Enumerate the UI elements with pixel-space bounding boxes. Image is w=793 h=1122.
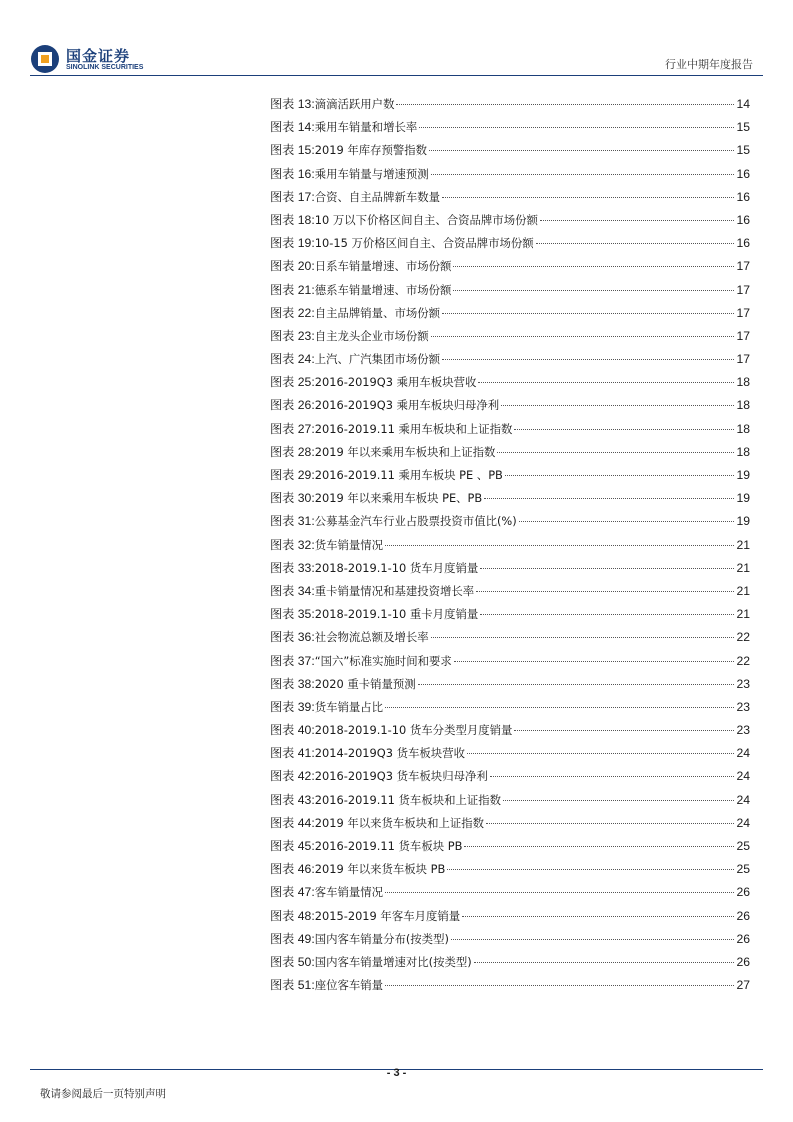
toc-entry[interactable] xyxy=(270,907,750,930)
toc-entry-label: 图表 35: xyxy=(270,607,315,622)
toc-entry-title: 国内客车销量分布(按类型) xyxy=(314,931,449,946)
toc-entry[interactable] xyxy=(270,512,750,535)
toc-entry-page: 23 xyxy=(736,676,750,691)
toc-entry-label: 图表 22: xyxy=(270,305,315,320)
toc-entry[interactable] xyxy=(270,141,750,164)
toc-dot-leader xyxy=(385,985,734,986)
toc-entry-page: 25 xyxy=(736,839,750,853)
toc-entry-title: 乘用车销量与增速预测 xyxy=(314,166,429,181)
toc-entry-page: 18 xyxy=(736,398,750,413)
toc-entry-page: 17 xyxy=(736,259,750,274)
toc-entry[interactable] xyxy=(270,95,750,118)
toc-dot-leader xyxy=(442,197,734,198)
toc-entry[interactable] xyxy=(270,536,750,559)
toc-entry-title: 自主龙头企业市场份额 xyxy=(314,328,429,343)
toc-entry-page: 21 xyxy=(736,583,750,598)
toc-dot-leader xyxy=(505,475,735,476)
toc-entry-title: 社会物流总额及增长率 xyxy=(314,630,429,645)
toc-entry-title: 国内客车销量增速对比(按类型) xyxy=(314,954,472,969)
toc-entry-title: 德系车销量增速、市场份额 xyxy=(314,282,452,297)
toc-entry-page: 22 xyxy=(736,653,750,668)
report-type: 行业中期年度报告 xyxy=(665,58,753,71)
toc-entry-label: 图表 44: xyxy=(270,815,315,830)
toc-entry-label: 图表 29: xyxy=(270,468,315,482)
toc-entry-page: 15 xyxy=(736,143,750,158)
toc-entry-page: 26 xyxy=(736,954,750,969)
toc-entry-label: 图表 42: xyxy=(270,769,315,784)
toc-entry-label: 图表 50: xyxy=(270,954,315,969)
toc-entry-title: 公募基金汽车行业占股票投资市值比(%) xyxy=(314,514,517,529)
toc-entry-title: 2016-2019Q3 乘用车板块归母净利 xyxy=(314,398,500,413)
toc-dot-leader xyxy=(431,637,735,638)
toc-entry-title: “国六”标准实施时间和要求 xyxy=(314,653,452,668)
toc-entry-label: 图表 13: xyxy=(270,97,315,111)
toc-entry-label: 图表 47: xyxy=(270,885,315,900)
toc-entry-label: 图表 32: xyxy=(270,537,315,552)
toc-dot-leader xyxy=(453,266,734,267)
toc-entry-label: 图表 21: xyxy=(270,282,315,297)
toc-entry-label: 图表 48: xyxy=(270,908,315,923)
toc-dot-leader xyxy=(385,545,734,546)
toc-entry-label: 图表 27: xyxy=(270,421,315,436)
toc-entry-title: 2019 年以来货车板块 PB xyxy=(314,862,446,877)
toc-entry[interactable] xyxy=(270,350,750,373)
toc-dot-leader xyxy=(503,800,734,801)
toc-entry-label: 图表 34: xyxy=(270,583,315,598)
toc-entry-page: 17 xyxy=(736,305,750,320)
toc-entry-title: 2016-2019.11 货车板块和上证指数 xyxy=(314,792,502,807)
toc-dot-leader xyxy=(419,127,734,128)
toc-entry-title: 2016-2019.11 乘用车板块 PE 、PB xyxy=(314,468,503,482)
toc-dot-leader xyxy=(476,591,734,592)
toc-entry-page: 24 xyxy=(736,769,750,784)
toc-entry-title: 2016-2019Q3 货车板块归母净利 xyxy=(314,769,488,784)
toc-entry-label: 图表 30: xyxy=(270,491,315,506)
toc-entry-page: 26 xyxy=(736,931,750,946)
toc-dot-leader xyxy=(431,336,735,337)
toc-entry-page: 16 xyxy=(736,166,750,181)
toc-entry-page: 24 xyxy=(736,815,750,830)
toc-entry-page: 26 xyxy=(736,885,750,900)
toc-entry[interactable] xyxy=(270,976,750,999)
toc-entry[interactable] xyxy=(270,814,750,837)
toc-dot-leader xyxy=(519,521,735,522)
toc-entry-title: 10 万以下价格区间自主、合资品牌市场份额 xyxy=(314,212,538,227)
toc-entry[interactable] xyxy=(270,118,750,141)
toc-entry[interactable] xyxy=(270,466,750,489)
toc-entry[interactable] xyxy=(270,953,750,976)
toc-entry-page: 17 xyxy=(736,328,750,343)
toc-dot-leader xyxy=(484,498,734,499)
toc-dot-leader xyxy=(486,823,734,824)
toc-dot-leader xyxy=(429,150,734,151)
toc-dot-leader xyxy=(480,568,734,569)
toc-dot-leader xyxy=(490,776,735,777)
toc-entry-label: 图表 41: xyxy=(270,746,315,761)
toc-entry[interactable] xyxy=(270,559,750,582)
toc-entry-title: 2016-2019.11 货车板块 PB xyxy=(314,839,463,853)
toc-entry-title: 货车销量情况 xyxy=(314,537,384,552)
toc-entry[interactable] xyxy=(270,443,750,466)
toc-dot-leader xyxy=(442,313,734,314)
toc-entry-page: 18 xyxy=(736,444,750,459)
toc-dot-leader xyxy=(385,892,734,893)
toc-entry-label: 图表 31: xyxy=(270,514,315,529)
toc-entry-page: 26 xyxy=(736,908,750,923)
toc-entry-page: 19 xyxy=(736,468,750,482)
toc-dot-leader xyxy=(467,753,734,754)
toc-entry-label: 图表 14: xyxy=(270,120,315,135)
toc-entry[interactable] xyxy=(270,304,750,327)
toc-entry-label: 图表 38: xyxy=(270,676,315,691)
toc-entry-label: 图表 43: xyxy=(270,792,315,807)
toc-entry[interactable] xyxy=(270,582,750,605)
toc-entry-page: 17 xyxy=(736,282,750,297)
toc-entry-page: 19 xyxy=(736,514,750,529)
toc-entry-label: 图表 46: xyxy=(270,862,315,877)
toc-entry-page: 21 xyxy=(736,560,750,575)
toc-entry[interactable] xyxy=(270,257,750,280)
toc-entry-page: 25 xyxy=(736,862,750,877)
toc-dot-leader xyxy=(431,174,735,175)
toc-entry-title: 合资、自主品牌新车数量 xyxy=(314,189,441,204)
toc-entry-label: 图表 51: xyxy=(270,978,315,993)
toc-entry-title: 乘用车销量和增长率 xyxy=(314,120,418,135)
toc-entry-label: 图表 45: xyxy=(270,839,315,853)
toc-entry-page: 21 xyxy=(736,607,750,622)
toc-dot-leader xyxy=(462,916,734,917)
figure-index xyxy=(270,95,750,999)
sinolink-logo-icon xyxy=(30,44,60,74)
toc-entry-page: 27 xyxy=(736,978,750,993)
toc-entry-title: 2014-2019Q3 货车板块营收 xyxy=(314,746,465,761)
toc-entry-title: 2016-2019Q3 乘用车板块营收 xyxy=(314,375,477,390)
toc-entry[interactable] xyxy=(270,188,750,211)
toc-entry-title: 2019 年以来乘用车板块和上证指数 xyxy=(314,444,496,459)
toc-entry-title: 2018-2019.1-10 货车月度销量 xyxy=(314,560,479,575)
toc-entry-title: 10-15 万价格区间自主、合资品牌市场份额 xyxy=(314,236,534,251)
toc-entry-title: 重卡销量情况和基建投资增长率 xyxy=(314,583,475,598)
toc-entry-title: 客车销量情况 xyxy=(314,885,384,900)
toc-entry-label: 图表 28: xyxy=(270,444,315,459)
toc-entry-title: 自主品牌销量、市场份额 xyxy=(314,305,441,320)
toc-entry-label: 图表 16: xyxy=(270,166,315,181)
toc-entry[interactable] xyxy=(270,628,750,651)
toc-entry-label: 图表 36: xyxy=(270,630,315,645)
toc-entry-label: 图表 24: xyxy=(270,352,315,367)
toc-entry-title: 2015-2019 年客车月度销量 xyxy=(314,908,461,923)
toc-entry-label: 图表 15: xyxy=(270,143,315,158)
toc-entry-label: 图表 18: xyxy=(270,212,315,227)
toc-dot-leader xyxy=(497,452,734,453)
toc-entry-page: 21 xyxy=(736,537,750,552)
toc-entry-label: 图表 40: xyxy=(270,723,315,738)
toc-dot-leader xyxy=(454,661,735,662)
toc-dot-leader xyxy=(385,707,734,708)
toc-entry-label: 图表 39: xyxy=(270,699,315,714)
toc-entry-page: 18 xyxy=(736,375,750,390)
toc-entry-label: 图表 49: xyxy=(270,931,315,946)
toc-entry-page: 17 xyxy=(736,352,750,367)
toc-entry-page: 23 xyxy=(736,723,750,738)
toc-dot-leader xyxy=(480,614,734,615)
toc-entry-title: 2019 年库存预警指数 xyxy=(314,143,428,158)
toc-dot-leader xyxy=(418,684,735,685)
toc-dot-leader xyxy=(540,220,735,221)
toc-dot-leader xyxy=(514,429,734,430)
toc-entry-label: 图表 25: xyxy=(270,375,315,390)
toc-entry-page: 15 xyxy=(736,120,750,135)
toc-entry-title: 座位客车销量 xyxy=(314,978,384,993)
toc-dot-leader xyxy=(478,382,734,383)
toc-entry-page: 14 xyxy=(736,97,750,111)
company-logo xyxy=(30,44,160,76)
toc-entry[interactable] xyxy=(270,327,750,350)
toc-dot-leader xyxy=(501,405,734,406)
toc-entry-label: 图表 33: xyxy=(270,560,315,575)
toc-entry[interactable] xyxy=(270,396,750,419)
toc-entry-page: 16 xyxy=(736,212,750,227)
toc-entry-title: 日系车销量增速、市场份额 xyxy=(314,259,452,274)
toc-entry-title: 滴滴活跃用户数 xyxy=(314,97,395,111)
toc-entry[interactable] xyxy=(270,837,750,860)
toc-entry[interactable] xyxy=(270,489,750,512)
toc-entry-title: 货车销量占比 xyxy=(314,699,384,714)
toc-dot-leader xyxy=(474,962,735,963)
toc-entry-page: 23 xyxy=(736,699,750,714)
toc-entry-label: 图表 19: xyxy=(270,236,315,251)
toc-entry[interactable] xyxy=(270,883,750,906)
toc-entry[interactable] xyxy=(270,767,750,790)
toc-dot-leader xyxy=(442,359,734,360)
toc-entry[interactable] xyxy=(270,605,750,628)
disclaimer: 敬请参阅最后一页特别声明 xyxy=(40,1088,166,1100)
toc-entry[interactable] xyxy=(270,930,750,953)
toc-entry[interactable] xyxy=(270,234,750,257)
toc-entry-page: 19 xyxy=(736,491,750,506)
toc-entry-title: 上汽、广汽集团市场份额 xyxy=(314,352,441,367)
toc-entry[interactable] xyxy=(270,721,750,744)
toc-entry[interactable] xyxy=(270,420,750,443)
toc-entry[interactable] xyxy=(270,281,750,304)
toc-dot-leader xyxy=(396,104,734,105)
logo-en-text: SINOLINK SECURITIES xyxy=(66,64,144,71)
toc-entry[interactable] xyxy=(270,652,750,675)
toc-entry-title: 2020 重卡销量预测 xyxy=(314,676,416,691)
page-number: - 3 - xyxy=(386,1067,407,1079)
toc-entry-page: 16 xyxy=(736,236,750,251)
toc-entry-title: 2018-2019.1-10 重卡月度销量 xyxy=(314,607,479,622)
toc-entry[interactable] xyxy=(270,860,750,883)
toc-entry[interactable] xyxy=(270,698,750,721)
toc-entry-label: 图表 23: xyxy=(270,328,315,343)
toc-dot-leader xyxy=(536,243,735,244)
toc-entry-title: 2019 年以来货车板块和上证指数 xyxy=(314,815,485,830)
toc-entry-page: 22 xyxy=(736,630,750,645)
toc-entry-page: 24 xyxy=(736,746,750,761)
toc-entry[interactable] xyxy=(270,211,750,234)
header-divider xyxy=(30,75,763,76)
toc-dot-leader xyxy=(464,846,734,847)
toc-entry[interactable] xyxy=(270,165,750,188)
toc-dot-leader xyxy=(453,290,734,291)
toc-entry-title: 2019 年以来乘用车板块 PE、PB xyxy=(314,491,483,506)
toc-entry-title: 2016-2019.11 乘用车板块和上证指数 xyxy=(314,421,513,436)
toc-entry-label: 图表 20: xyxy=(270,259,315,274)
toc-entry[interactable] xyxy=(270,373,750,396)
toc-entry-label: 图表 17: xyxy=(270,189,315,204)
toc-entry-label: 图表 37: xyxy=(270,653,315,668)
toc-dot-leader xyxy=(451,939,735,940)
toc-entry-page: 24 xyxy=(736,792,750,807)
toc-entry[interactable] xyxy=(270,791,750,814)
toc-entry[interactable] xyxy=(270,675,750,698)
toc-dot-leader xyxy=(447,869,734,870)
toc-dot-leader xyxy=(514,730,734,731)
logo-cn-text: 国金证券 xyxy=(66,48,131,65)
toc-entry[interactable] xyxy=(270,744,750,767)
toc-entry-title: 2018-2019.1-10 货车分类型月度销量 xyxy=(314,723,513,738)
toc-entry-page: 18 xyxy=(736,421,750,436)
toc-entry-page: 16 xyxy=(736,189,750,204)
toc-entry-label: 图表 26: xyxy=(270,398,315,413)
